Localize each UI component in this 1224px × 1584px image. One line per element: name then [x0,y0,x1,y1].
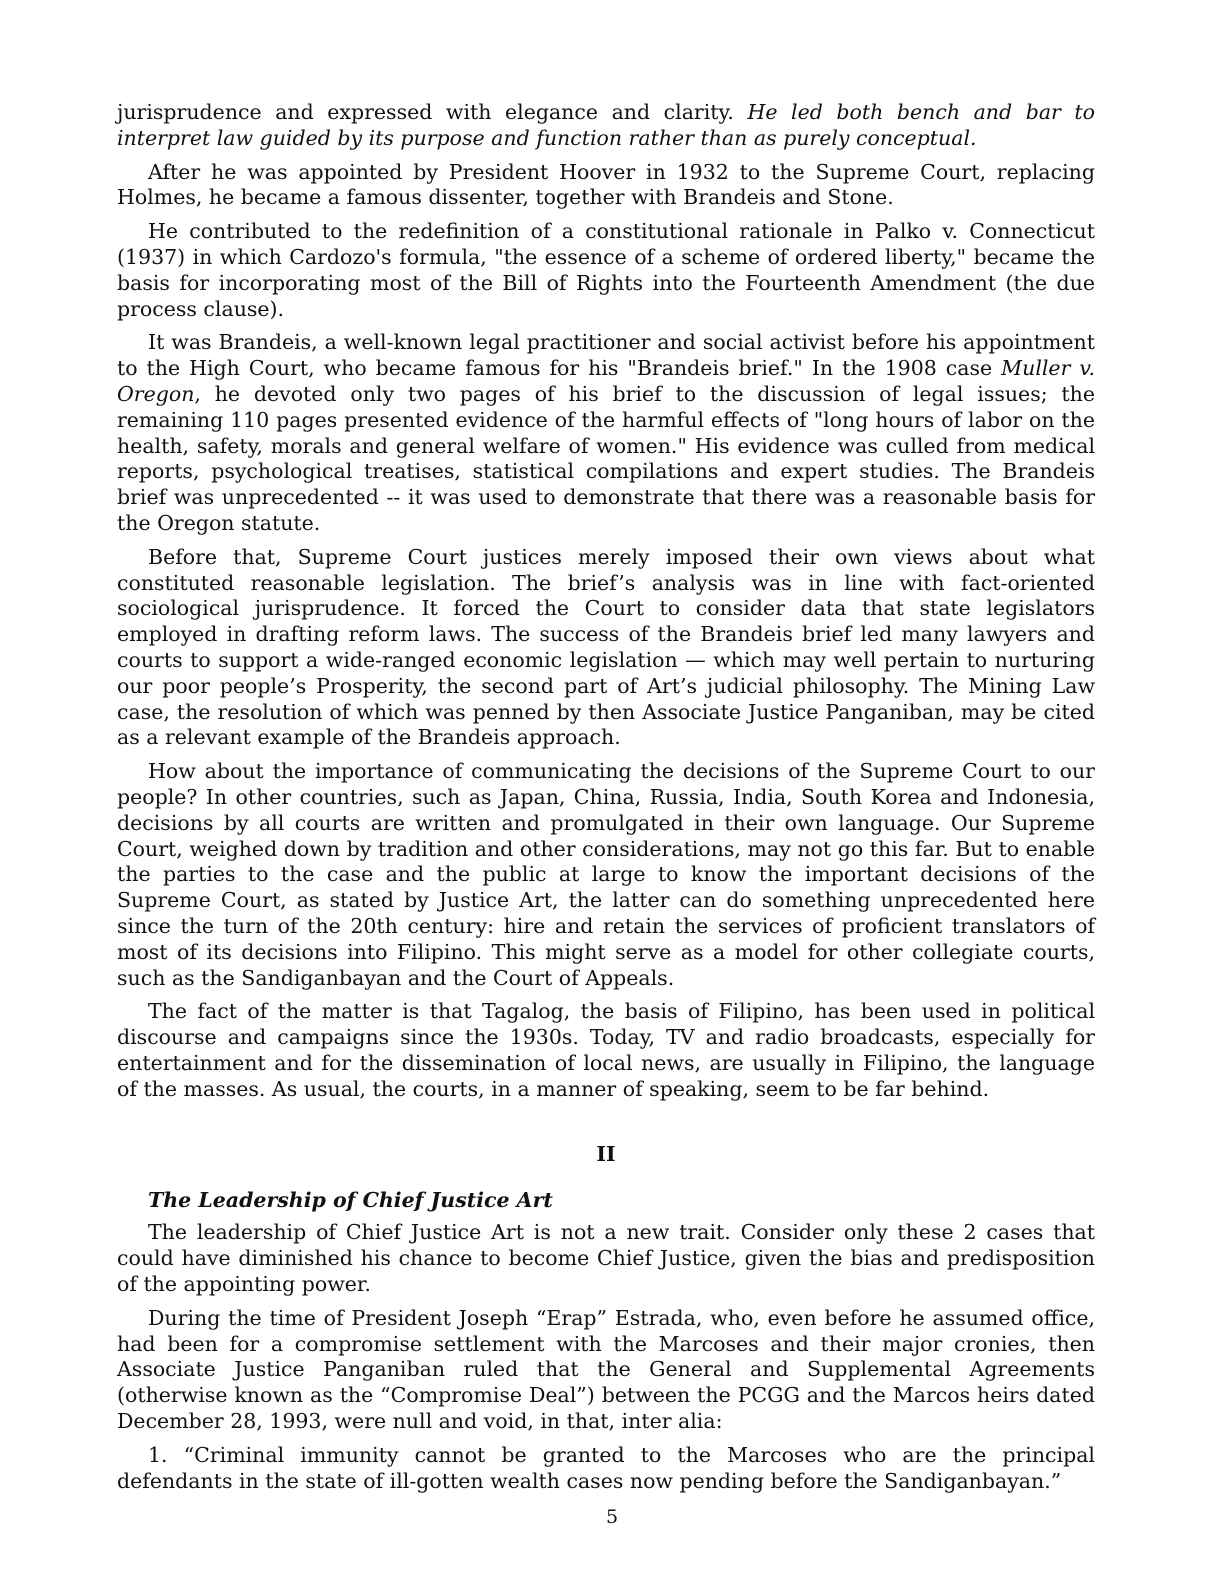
paragraph-before-that: Before that, Supreme Court justices merely imposed their own views about what constituted reasonable legislation. The brief’s analysis was in line with fact-oriented sociological jurisprudence. It forced the Court to consider data that state legislators employed in drafting reform laws. The success of the Brandeis brief led many lawyers and courts to support a wide-ranged economic legislation — which may well pertain to nurturing our poor people’s Prosperity, the second part of Art’s judicial philosophy. The Mining Law case, the resolution of which was penned by then Associate Justice Panganiban, may be cited as a relevant example of the Brandeis approach. [117,544,1095,750]
paragraph-hoover-appointment: After he was appointed by President Hoover in 1932 to the Supreme Court, replacing Holmes, he became a famous dissenter, together with Brandeis and Stone. [117,159,1095,210]
paragraph-jurisprudence [117,100,1095,152]
paragraph-communicating-decisions: How about the importance of communicating the decisions of the Supreme Court to our people? In other countries, such as Japan, China, Russia, India, South Korea and Indonesia, decisions by all courts are written and promulgated in their own language. Our Supreme Court, weighed down by tradition and other considerations, may not go this far. But to enable the parties to the case and the public at large to know the important decisions of the Supreme Court, as stated by Justice Art, the latter can do something unprecedented here since the turn of the 20th century: hire and retain the services of proficient translators of most of its decisions into Filipino. This might serve as a model for other collegiate courts, such as the Sandiganbayan and the Court of Appeals. [117,759,1095,990]
paragraph-text: jurisprudence and expressed with elegance and clarity. [117,100,748,124]
paragraph-text: It was Brandeis, a well-known legal practitioner and social activist before his appointment to the High Court, who became famous for his "Brandeis brief." In the 1908 case [117,330,1095,381]
document-page [117,100,1095,1502]
case-name: Muller v. Oregon [117,356,1096,406]
paragraph-brandeis-brief [117,330,1095,536]
section-title: The Leadership of Chief Justice Art [148,1188,553,1213]
section-number: II [596,1142,616,1167]
page-number: 5 [605,1506,619,1528]
paragraph-leadership: The leadership of Chief Justice Art is not a new trait. Consider only these 2 cases that could have diminished his chance to become Chief Justice, given the bias and predisposition of the appointing power. [117,1220,1095,1297]
paragraph-tagalog: The fact of the matter is that Tagalog, the basis of Filipino, has been used in political discourse and campaigns since the 1930s. Today, TV and radio broadcasts, especially for entertainment and for the dissemination of local news, are usually in Filipino, the language of the masses. As usual, the courts, in a manner of speaking, seem to be far behind. [117,999,1095,1101]
paragraph-text: , he devoted only two pages of his brief to the discussion of legal issues; the remaining 110 pages presented evidence of the harmful effects of "long hours of labor on the health, safety, morals and general welfare of women." His evidence was culled from medical reports, psychological treatises, statistical compilations and expert studies. The Brandeis brief was unprecedented -- it was used to demonstrate that there was a reasonable basis for the Oregon statute. [117,381,1095,535]
paragraph-palko: He contributed to the redefinition of a constitutional rationale in Palko v. Connecticut (1937) in which Cardozo's formula, "the essence of a scheme of ordered liberty," became the basis for incorporating most of the Bill of Rights into the Fourteenth Amendment (the due process clause). [117,219,1095,321]
italic-sentence: He led both bench and bar to interpret law guided by its purpose and function rather than as purely conceptual. [117,100,1095,150]
list-item-criminal-immunity: 1. “Criminal immunity cannot be granted to the Marcoses who are the principal defendants in the state of ill-gotten wealth cases now pending before the Sandiganbayan.” [117,1442,1095,1493]
paragraph-estrada: During the time of President Joseph “Erap” Estrada, who, even before he assumed office, had been for a compromise settlement with the Marcoses and their major cronies, then Associate Justice Panganiban ruled that the General and Supplemental Agreements (otherwise known as the “Compromise Deal”) between the PCGG and the Marcos heirs dated December 28, 1993, were null and void, in that, inter alia: [117,1305,1095,1434]
